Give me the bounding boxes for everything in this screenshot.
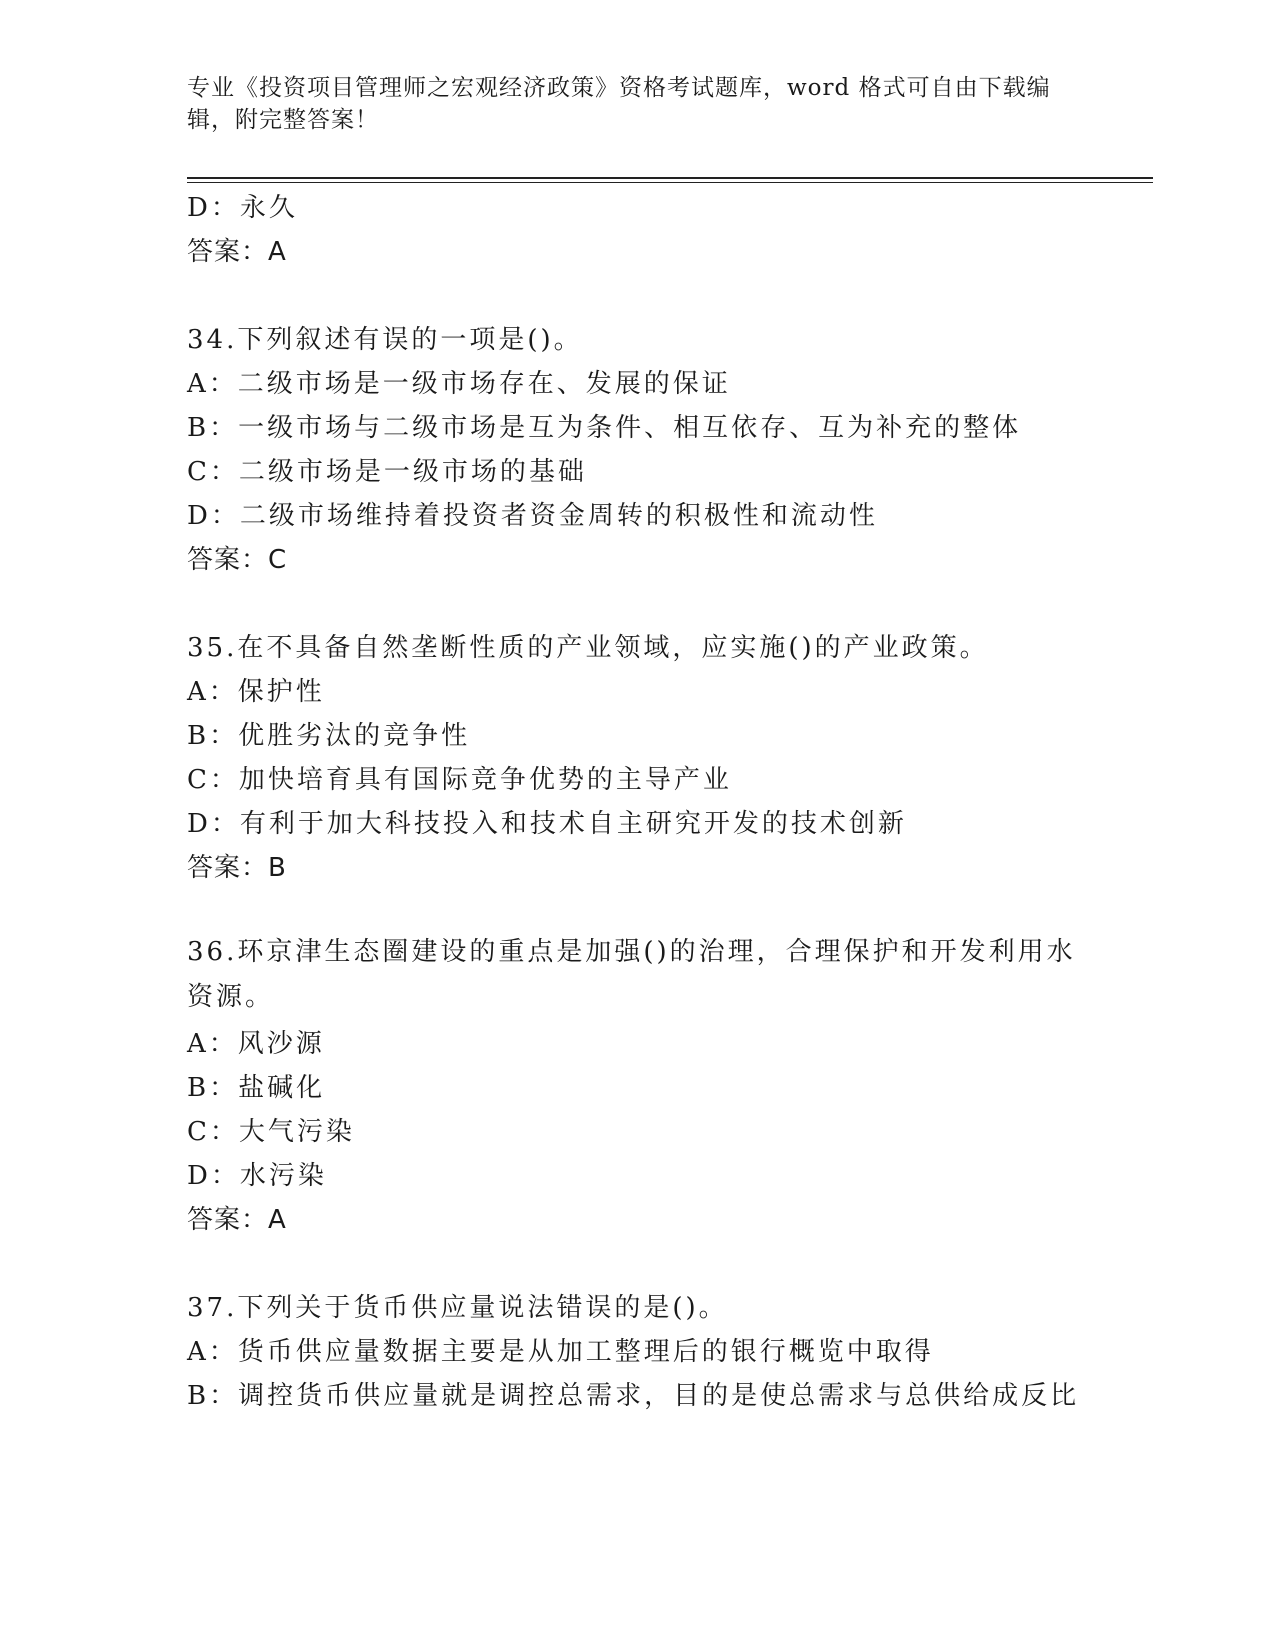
question-35-option-a: A：保护性: [187, 677, 325, 707]
question-36-option-d: D：水污染: [187, 1161, 327, 1191]
question-37-option-b: B：调控货币供应量就是调控总需求，目的是使总需求与总供给成反比: [187, 1381, 1080, 1411]
prev-option-d: D：永久: [187, 193, 298, 223]
question-36-stem: 36.环京津生态圈建设的重点是加强()的治理，合理保护和开发利用水资源。: [187, 937, 1076, 1012]
question-34-option-c: C：二级市场是一级市场的基础: [187, 457, 587, 487]
question-35-stem: 35.在不具备自然垄断性质的产业领域，应实施()的产业政策。: [187, 633, 989, 663]
question-35-answer: 答案：B: [187, 853, 287, 883]
question-34-stem: 34.下列叙述有误的一项是()。: [187, 325, 583, 355]
header-divider-thin: [187, 182, 1153, 183]
document-header: 专业《投资项目管理师之宏观经济政策》资格考试题库，word 格式可自由下载编辑，附完整答案！: [187, 75, 1051, 133]
question-34-option-a: A：二级市场是一级市场存在、发展的保证: [187, 369, 731, 399]
prev-answer: 答案：A: [187, 237, 287, 267]
question-37-stem: 37.下列关于货币供应量说法错误的是()。: [187, 1293, 728, 1323]
question-35-option-c: C：加快培育具有国际竞争优势的主导产业: [187, 765, 732, 795]
header-divider-thick: [187, 177, 1153, 179]
question-36-option-c: C：大气污染: [187, 1117, 355, 1147]
question-36-answer: 答案：A: [187, 1205, 287, 1235]
question-36-option-b: B：盐碱化: [187, 1073, 326, 1103]
question-37-option-a: A：货币供应量数据主要是从加工整理后的银行概览中取得: [187, 1337, 934, 1367]
question-34-answer: 答案：C: [187, 545, 288, 575]
question-35-option-d: D：有利于加大科技投入和技术自主研究开发的技术创新: [187, 809, 907, 839]
question-35-option-b: B：优胜劣汰的竞争性: [187, 721, 471, 751]
question-34-option-b: B：一级市场与二级市场是互为条件、相互依存、互为补充的整体: [187, 413, 1022, 443]
question-36-option-a: A：风沙源: [187, 1029, 325, 1059]
question-34-option-d: D：二级市场维持着投资者资金周转的积极性和流动性: [187, 501, 878, 531]
